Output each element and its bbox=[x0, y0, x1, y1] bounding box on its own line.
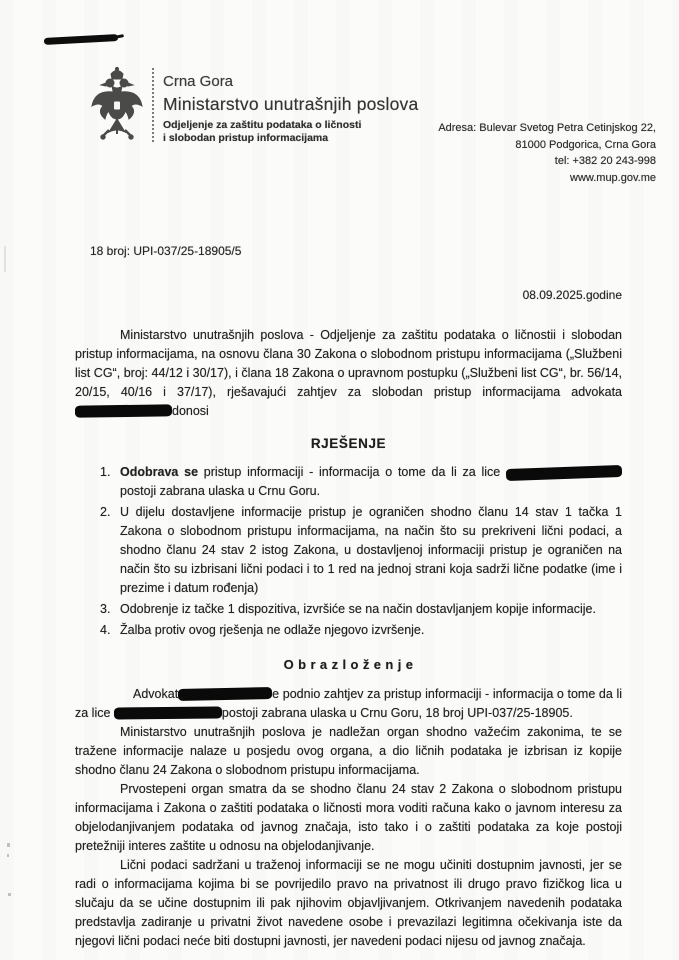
letterhead-department-line1: Odjeljenje za zaštitu podataka o ličnosti bbox=[163, 118, 362, 131]
item-text-before: pristup informaciji - informacija o tome da li za lice bbox=[203, 465, 501, 479]
intro-text-after: donosi bbox=[172, 404, 209, 418]
intro-text: Ministarstvo unutrašnjih poslova - Odjeljenje za zaštitu podataka o ličnostii i slobodan pristup informacijama, na osnovu člana 30 Zakona o slobodnom pristupu informacijama („Službeni list CG“, broj: 44/12 i 30/17), i člana 18 Zakona o upravnom postupku („Službeni list CG“, br. 56/14, 20/15, 40/16 i 37/17), rješavajući zahtjev za slobodan pristup informacijama advokata bbox=[75, 328, 622, 399]
scan-smudge-mark bbox=[44, 34, 118, 45]
document-body bbox=[75, 326, 622, 951]
scan-edge-mark bbox=[7, 843, 10, 847]
item-number: 2. bbox=[100, 505, 111, 519]
phone-number: tel: +382 20 243-998 bbox=[554, 155, 656, 167]
item-text-after: postoji zabrana ulaska u Crnu Goru. bbox=[120, 484, 321, 498]
explanation-paragraph-1 bbox=[75, 685, 622, 723]
explanation-paragraph-4: Lični podaci sadržani u traženoj informaciji se ne mogu učiniti dostupnim javnosti, jer se radi o informacijama kojima bi se povrijedilo pravo na privatnost ili drugo pravo fizičkog lica u slučaju da se učine dostupnim ili pak njihovim objavljivanjem. Otkrivanjem navedenih podataka predstavlja zadiranje u privatni život navedene osobe i prevazilazi legitimna očekivanja iste da njegovi lični podaci neće biti dostupni javnosti, jer navedeni podaci nijesu od javnog značaja. bbox=[75, 858, 622, 948]
explanation-text: Advokat bbox=[133, 687, 179, 701]
redaction-bar bbox=[178, 687, 272, 701]
letterhead-ministry: Ministarstvo unutrašnjih poslova bbox=[163, 93, 419, 114]
case-number: 18 broj: UPI-037/25-18905/5 bbox=[90, 244, 242, 258]
address-line1: Adresa: Bulevar Svetog Petra Cetinjskog 22, bbox=[438, 122, 656, 134]
contact-block bbox=[438, 120, 656, 186]
coat-of-arms-icon bbox=[87, 64, 147, 144]
list-item bbox=[100, 600, 622, 619]
explanation-paragraph-2: Ministarstvo unutrašnjih poslova je nadležan organ shodno važećim zakonima, te se tražene informacije nalaze u posjedu ovog organa, a dio ličnih podataka je izbrisan iz kopije shodno članu 24 Zakona o slobodnom pristupu informacijama. bbox=[75, 725, 622, 777]
item-number: 3. bbox=[100, 602, 111, 616]
scan-edge-mark bbox=[7, 854, 9, 857]
website-url: www.mup.gov.me bbox=[570, 171, 656, 184]
redaction-bar bbox=[114, 706, 222, 719]
redaction-bar bbox=[75, 404, 172, 417]
explanation-paragraph-3: Prvostepeni organ smatra da se shodno članu 24 stav 2 Zakona o slobodnom pristupu informacijama i Zakona o zaštiti podataka o ličnosti mora voditi računa kako o javnom interesu za objelodanjivanjem podataka od javnog značaja, isto tako i o zaštiti podataka za koje postoji pretežniji interes zaštite u odnosu na objelodanjivanje. bbox=[75, 782, 622, 853]
letterhead-department-line2: i slobodan pristup informacijama bbox=[163, 131, 329, 144]
intro-paragraph bbox=[75, 326, 622, 421]
item-text: U dijelu dostavljene informacije pristup je ograničen shodno članu 14 stav 1 tačka 1 Zakona o slobodnom pristupu informacijama, na način što su prekriveni lični podaci, a shodno članu 24 stav 2 istog Zakona, u dostavljenoj informaciji pristup je ograničen na način što su izbrisani lični podaci i to 1 red na jednoj strani koja sadrži lične podatke (ime i prezime i datum rođenja) bbox=[120, 505, 622, 595]
item-text: Odobrenje iz tačke 1 dispozitiva, izvršiće se na način dostavljanjem kopije informacije. bbox=[120, 602, 596, 616]
item-text bbox=[120, 463, 622, 501]
scan-edge-mark bbox=[8, 893, 11, 896]
redaction-bar bbox=[506, 465, 622, 481]
scan-edge-mark bbox=[4, 246, 6, 272]
document-date: 08.09.2025.godine bbox=[522, 288, 622, 302]
list-item bbox=[100, 503, 622, 598]
address-line2: 81000 Podgorica, Crna Gora bbox=[515, 138, 656, 151]
letterhead-country: Crna Gora bbox=[163, 73, 234, 90]
item-bold-lead: Odobrava se bbox=[120, 465, 199, 479]
item-number: 1. bbox=[100, 465, 111, 479]
list-item bbox=[100, 463, 622, 501]
list-item bbox=[100, 621, 622, 640]
explanation-text: postoji zabrana ulaska u Crnu Goru, 18 broj UPI-037/25-18905. bbox=[221, 706, 573, 720]
item-number: 4. bbox=[100, 623, 111, 637]
dispositive-list bbox=[100, 463, 622, 640]
decision-title: RJEŠENJE bbox=[310, 436, 387, 451]
letterhead-divider bbox=[152, 68, 154, 142]
explanation-title: O b r a z l o ž e n j e bbox=[283, 657, 414, 672]
explanation-text: e podnio zahtjev za pristup informaciji - informacija o tome da li za lice bbox=[75, 687, 622, 720]
item-text: Žalba protiv ovog rješenja ne odlaže njegovo izvršenje. bbox=[120, 623, 425, 637]
